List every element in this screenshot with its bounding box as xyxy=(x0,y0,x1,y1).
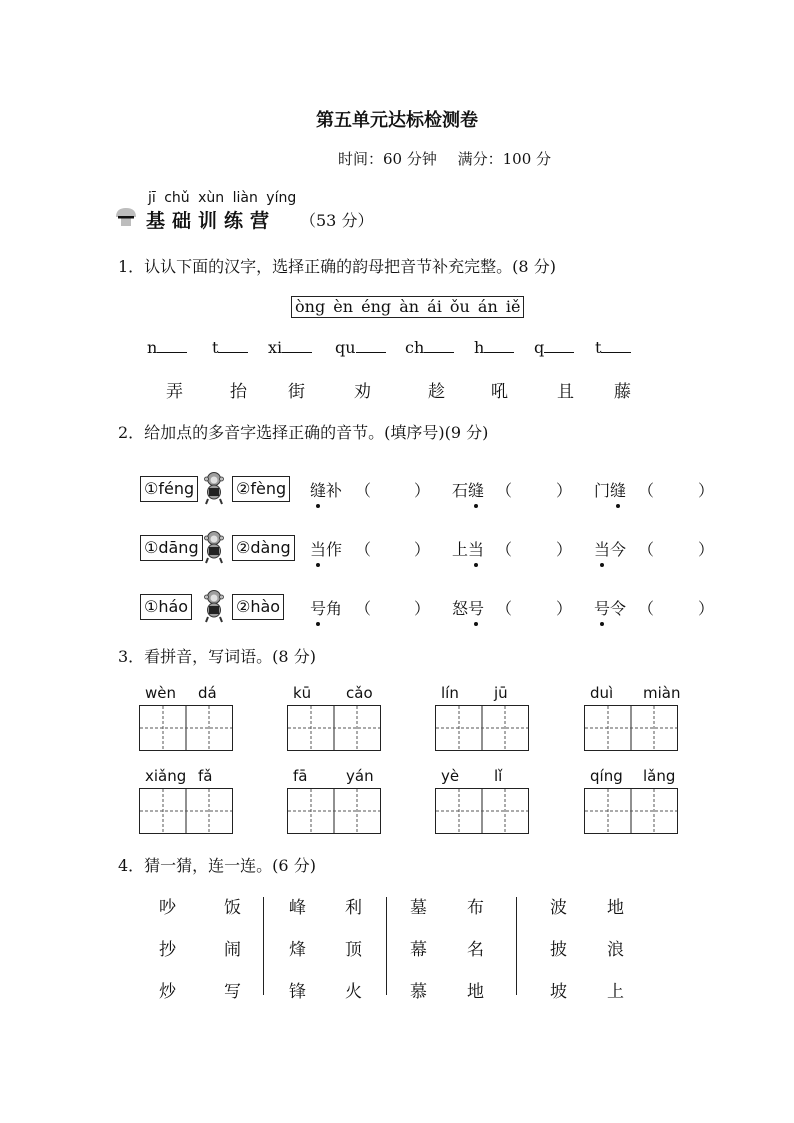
dotted-word xyxy=(594,478,626,501)
answer-paren-close[interactable]: ） xyxy=(698,540,715,559)
word-prefix: 怒 xyxy=(452,599,469,618)
answer-line[interactable] xyxy=(484,338,514,353)
word-prefix: 门 xyxy=(594,481,611,500)
match-right-char[interactable]: 闹 xyxy=(224,940,241,960)
answer-paren-close[interactable]: ） xyxy=(556,599,573,618)
dotted-word xyxy=(452,596,484,619)
answer-paren-close[interactable]: ） xyxy=(414,481,431,500)
match-right-char[interactable]: 地 xyxy=(467,982,484,1002)
hanzi-char: 抬 xyxy=(230,382,247,402)
word-suffix: 作 xyxy=(326,540,343,559)
match-left-char[interactable]: 锋 xyxy=(289,982,306,1002)
answer-paren-open[interactable]: （ xyxy=(355,540,372,559)
pinyin-syllable: miàn xyxy=(643,684,681,702)
writing-grid[interactable] xyxy=(139,788,233,834)
option-1: ①dāng xyxy=(140,535,203,561)
writing-grid[interactable] xyxy=(287,705,381,751)
section-score: （53 分） xyxy=(300,211,374,230)
match-left-char[interactable]: 抄 xyxy=(159,940,176,960)
option-1: ①háo xyxy=(140,594,192,620)
match-right-char[interactable]: 顶 xyxy=(345,940,362,960)
hanzi-char: 趁 xyxy=(428,382,445,402)
writing-grid[interactable] xyxy=(139,705,233,751)
answer-line[interactable] xyxy=(601,338,631,353)
question-2-prompt: 2．给加点的多音字选择正确的音节。(填序号)(9 分) xyxy=(118,423,489,442)
match-right-char[interactable]: 火 xyxy=(345,982,362,1002)
syllable-initial: ch xyxy=(405,338,425,357)
option-2: ②hào xyxy=(232,594,284,620)
monkey-mascot-icon xyxy=(202,589,226,623)
match-left-char[interactable]: 幕 xyxy=(410,940,427,960)
syllable-blank[interactable] xyxy=(212,338,248,357)
dotted-char: 号 xyxy=(594,596,610,619)
dotted-word xyxy=(594,596,626,619)
hanzi-char: 且 xyxy=(557,382,574,402)
syllable-initial: t xyxy=(212,338,219,357)
writing-grid[interactable] xyxy=(584,705,678,751)
monkey-mascot-icon xyxy=(202,530,226,564)
pinyin-syllable: fǎ xyxy=(198,767,213,785)
group-divider xyxy=(263,897,264,995)
pinyin-syllable: xiǎng xyxy=(145,767,187,785)
hanzi-char: 藤 xyxy=(614,382,631,402)
dotted-char: 缝 xyxy=(310,478,326,501)
syllable-blank[interactable] xyxy=(405,338,454,357)
word-suffix: 补 xyxy=(326,481,343,500)
dotted-char: 缝 xyxy=(468,478,484,501)
match-left-char[interactable]: 墓 xyxy=(410,898,427,918)
match-left-char[interactable]: 烽 xyxy=(289,940,306,960)
pinyin-syllable: lǐ xyxy=(494,767,503,785)
group-divider xyxy=(516,897,517,995)
dotted-word xyxy=(310,478,342,501)
section-title: 基础训练营 xyxy=(146,210,277,232)
pinyin-syllable: cǎo xyxy=(346,684,373,702)
match-left-char[interactable]: 炒 xyxy=(159,982,176,1002)
dotted-char: 当 xyxy=(310,537,326,560)
word-prefix: 上 xyxy=(452,540,469,559)
pinyin-syllable: lín xyxy=(441,684,459,702)
option-2: ②dàng xyxy=(232,535,295,561)
match-left-char[interactable]: 坡 xyxy=(550,982,567,1002)
answer-line[interactable] xyxy=(218,338,248,353)
match-left-char[interactable]: 披 xyxy=(550,940,567,960)
pinyin-syllable: jū xyxy=(494,684,508,702)
match-left-char[interactable]: 吵 xyxy=(159,898,176,918)
dotted-char: 号 xyxy=(468,596,484,619)
syllable-initial: h xyxy=(474,338,485,357)
syllable-blank[interactable] xyxy=(268,338,312,357)
answer-paren-close[interactable]: ） xyxy=(698,599,715,618)
dotted-word xyxy=(594,537,626,560)
time-limit: 时间：60 分钟 xyxy=(338,150,437,168)
syllable-initial: qu xyxy=(335,338,356,357)
pinyin-syllable: qíng xyxy=(590,767,623,785)
dotted-word xyxy=(310,596,342,619)
hanzi-char: 吼 xyxy=(491,382,508,402)
dotted-char: 当 xyxy=(594,537,610,560)
match-right-char[interactable]: 饭 xyxy=(224,898,241,918)
answer-line[interactable] xyxy=(544,338,574,353)
dotted-char: 缝 xyxy=(610,478,626,501)
syllable-blank[interactable] xyxy=(335,338,386,357)
syllable-initial: xi xyxy=(268,338,283,357)
full-score: 满分：100 分 xyxy=(457,150,552,168)
section-badge-icon xyxy=(114,205,138,229)
answer-line[interactable] xyxy=(282,338,312,353)
word-suffix: 今 xyxy=(610,540,627,559)
answer-paren-close[interactable]: ） xyxy=(414,540,431,559)
word-suffix: 角 xyxy=(326,599,343,618)
match-left-char[interactable]: 峰 xyxy=(289,898,306,918)
page-title: 第五单元达标检测卷 xyxy=(316,110,478,131)
dotted-word xyxy=(310,537,342,560)
writing-grid[interactable] xyxy=(584,788,678,834)
match-right-char[interactable]: 地 xyxy=(607,898,624,918)
answer-line[interactable] xyxy=(356,338,386,353)
writing-grid[interactable] xyxy=(435,788,529,834)
syllable-blank[interactable] xyxy=(534,338,574,357)
answer-paren-open[interactable]: （ xyxy=(638,540,655,559)
answer-paren-open[interactable]: （ xyxy=(355,599,372,618)
hanzi-char: 弄 xyxy=(166,382,183,402)
answer-line[interactable] xyxy=(424,338,454,353)
monkey-mascot-icon xyxy=(202,471,226,505)
pinyin-syllable: fā xyxy=(293,767,308,785)
pinyin-syllable: yè xyxy=(441,767,460,785)
option-2: ②fèng xyxy=(232,476,290,502)
syllable-blank[interactable] xyxy=(595,338,631,357)
match-right-char[interactable]: 写 xyxy=(224,982,241,1002)
match-left-char[interactable]: 慕 xyxy=(410,982,427,1002)
question-4-prompt: 4．猜一猜，连一连。(6 分) xyxy=(118,856,316,875)
answer-paren-open[interactable]: （ xyxy=(496,481,513,500)
dotted-char: 号 xyxy=(310,596,326,619)
group-divider xyxy=(386,897,387,995)
dotted-char: 当 xyxy=(468,537,484,560)
pinyin-syllable: yán xyxy=(346,767,374,785)
syllable-blank[interactable] xyxy=(147,338,187,357)
rime-options-box: òng èn éng àn ái ǒu án iě xyxy=(291,296,524,318)
section-pinyin: jī chǔ xùn liàn yíng xyxy=(148,190,297,206)
exam-meta xyxy=(338,148,551,169)
pinyin-syllable: lǎng xyxy=(643,767,676,785)
answer-paren-close[interactable]: ） xyxy=(556,481,573,500)
pinyin-syllable: duì xyxy=(590,684,614,702)
writing-grid[interactable] xyxy=(287,788,381,834)
pinyin-syllable: dá xyxy=(198,684,217,702)
pinyin-syllable: wèn xyxy=(145,684,177,702)
syllable-initial: q xyxy=(534,338,545,357)
question-3-prompt: 3．看拼音，写词语。(8 分) xyxy=(118,647,316,666)
answer-paren-close[interactable]: ） xyxy=(556,540,573,559)
match-right-char[interactable]: 利 xyxy=(345,898,362,918)
match-right-char[interactable]: 名 xyxy=(467,940,484,960)
word-prefix: 石 xyxy=(452,481,469,500)
match-left-char[interactable]: 波 xyxy=(550,898,567,918)
answer-paren-open[interactable]: （ xyxy=(638,599,655,618)
syllable-blank[interactable] xyxy=(474,338,514,357)
match-right-char[interactable]: 浪 xyxy=(607,940,624,960)
answer-paren-close[interactable]: ） xyxy=(414,599,431,618)
answer-paren-open[interactable]: （ xyxy=(496,540,513,559)
syllable-initial: t xyxy=(595,338,602,357)
hanzi-char: 街 xyxy=(288,382,305,402)
pinyin-syllable: kū xyxy=(293,684,312,702)
answer-paren-open[interactable]: （ xyxy=(496,599,513,618)
answer-paren-open[interactable]: （ xyxy=(638,481,655,500)
hanzi-char: 劝 xyxy=(354,382,371,402)
answer-line[interactable] xyxy=(157,338,187,353)
writing-grid[interactable] xyxy=(435,705,529,751)
question-1-prompt: 1．认认下面的汉字，选择正确的韵母把音节补充完整。(8 分) xyxy=(118,257,556,276)
word-suffix: 令 xyxy=(610,599,627,618)
answer-paren-close[interactable]: ） xyxy=(698,481,715,500)
match-right-char[interactable]: 上 xyxy=(607,982,624,1002)
match-right-char[interactable]: 布 xyxy=(467,898,484,918)
answer-paren-open[interactable]: （ xyxy=(355,481,372,500)
dotted-word xyxy=(452,537,484,560)
option-1: ①féng xyxy=(140,476,198,502)
syllable-initial: n xyxy=(147,338,158,357)
dotted-word xyxy=(452,478,484,501)
